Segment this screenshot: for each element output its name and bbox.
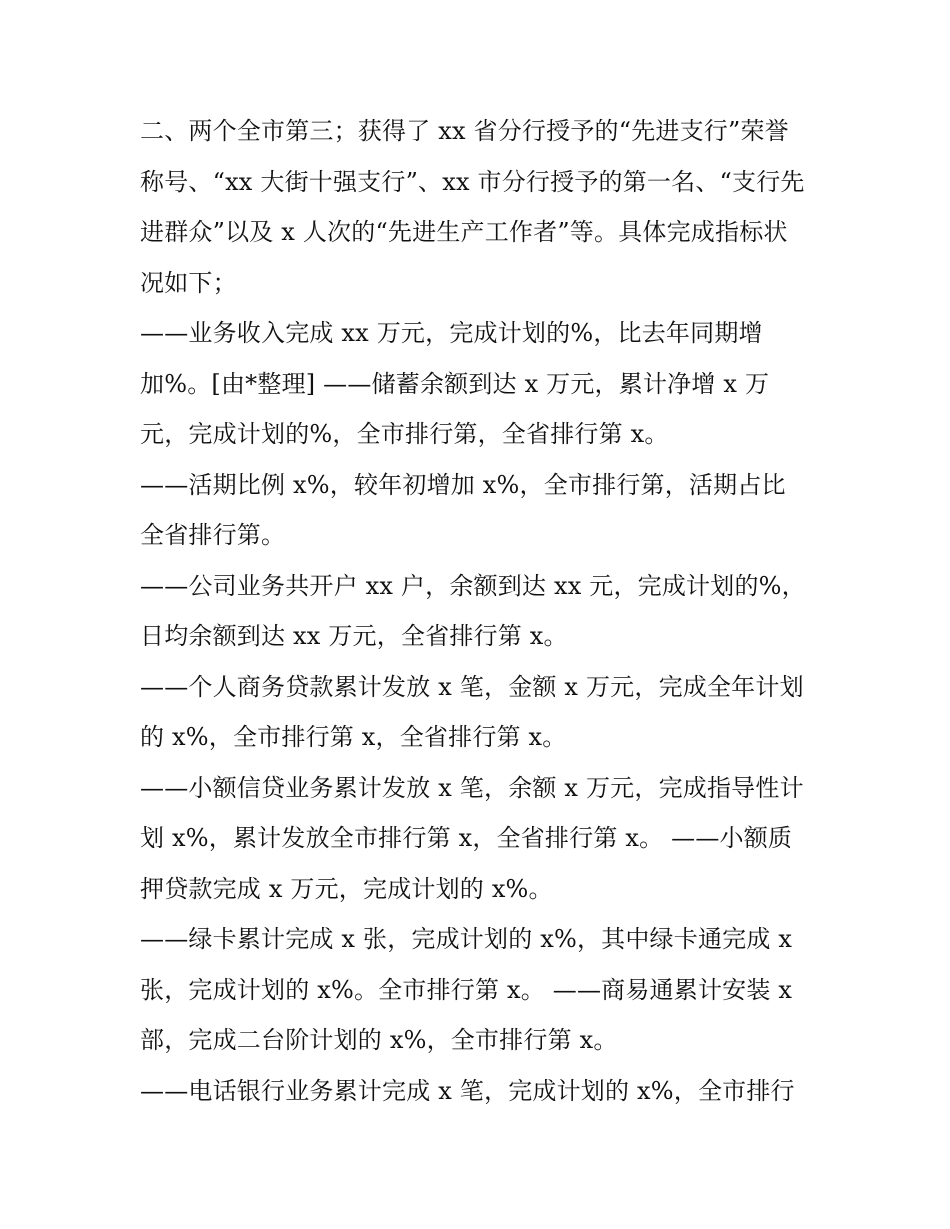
- text-line-20: ——电话银行业务累计完成 x 笔，完成计划的 x%，全市排行: [140, 1076, 795, 1105]
- text-line-7: 元，完成计划的%，全市排行第，全省排行第 x。: [140, 420, 669, 448]
- text-line-3: 进群众”以及 x 人次的“先进生产工作者”等。具体完成指标状: [140, 218, 788, 246]
- text-line-4: 况如下；: [140, 268, 237, 297]
- text-line-12: ——个人商务贷款累计发放 x 笔，金额 x 万元，完成全年计划: [140, 672, 804, 701]
- text-line-10: ——公司业务共开户 xx 户，余额到达 xx 元，完成计划的%，: [140, 571, 806, 600]
- document-body: [140, 106, 815, 1116]
- text-line-1: 二、两个全市第三；获得了 xx 省分行授予的“先进支行”荣誉: [140, 117, 789, 145]
- text-line-14: ——小额信贷业务累计发放 x 笔，余额 x 万元，完成指导性计: [140, 773, 804, 802]
- text-line-13: 的 x%，全市排行第 x，全省排行第 x。: [140, 723, 567, 751]
- text-line-6: 加%。[由*整理] ——储蓄余额到达 x 万元，累计净增 x 万: [140, 369, 770, 398]
- text-line-11: 日均余额到达 xx 万元，全省排行第 x。: [140, 622, 568, 650]
- text-line-16: 押贷款完成 x 万元，完成计划的 x%。: [140, 874, 553, 903]
- text-line-18: 张，完成计划的 x%。全市排行第 x。 ——商易通累计安装 x: [140, 975, 793, 1004]
- text-line-9: 全省排行第。: [140, 521, 286, 549]
- text-line-2: 称号、“xx 大街十强支行”、xx 市分行授予的第一名、“支行先: [140, 167, 805, 196]
- text-line-19: 部，完成二台阶计划的 x%，全市排行第 x。: [140, 1026, 618, 1054]
- text-line-17: ——绿卡累计完成 x 张，完成计划的 x%，其中绿卡通完成 x: [140, 925, 793, 953]
- text-line-15: 划 x%，累计发放全市排行第 x，全省排行第 x。 ——小额质: [140, 824, 793, 852]
- text-line-8: ——活期比例 x%，较年初增加 x%，全市排行第，活期占比: [140, 470, 786, 499]
- text-line-5: ——业务收入完成 xx 万元，完成计划的%，比去年同期增: [140, 319, 763, 347]
